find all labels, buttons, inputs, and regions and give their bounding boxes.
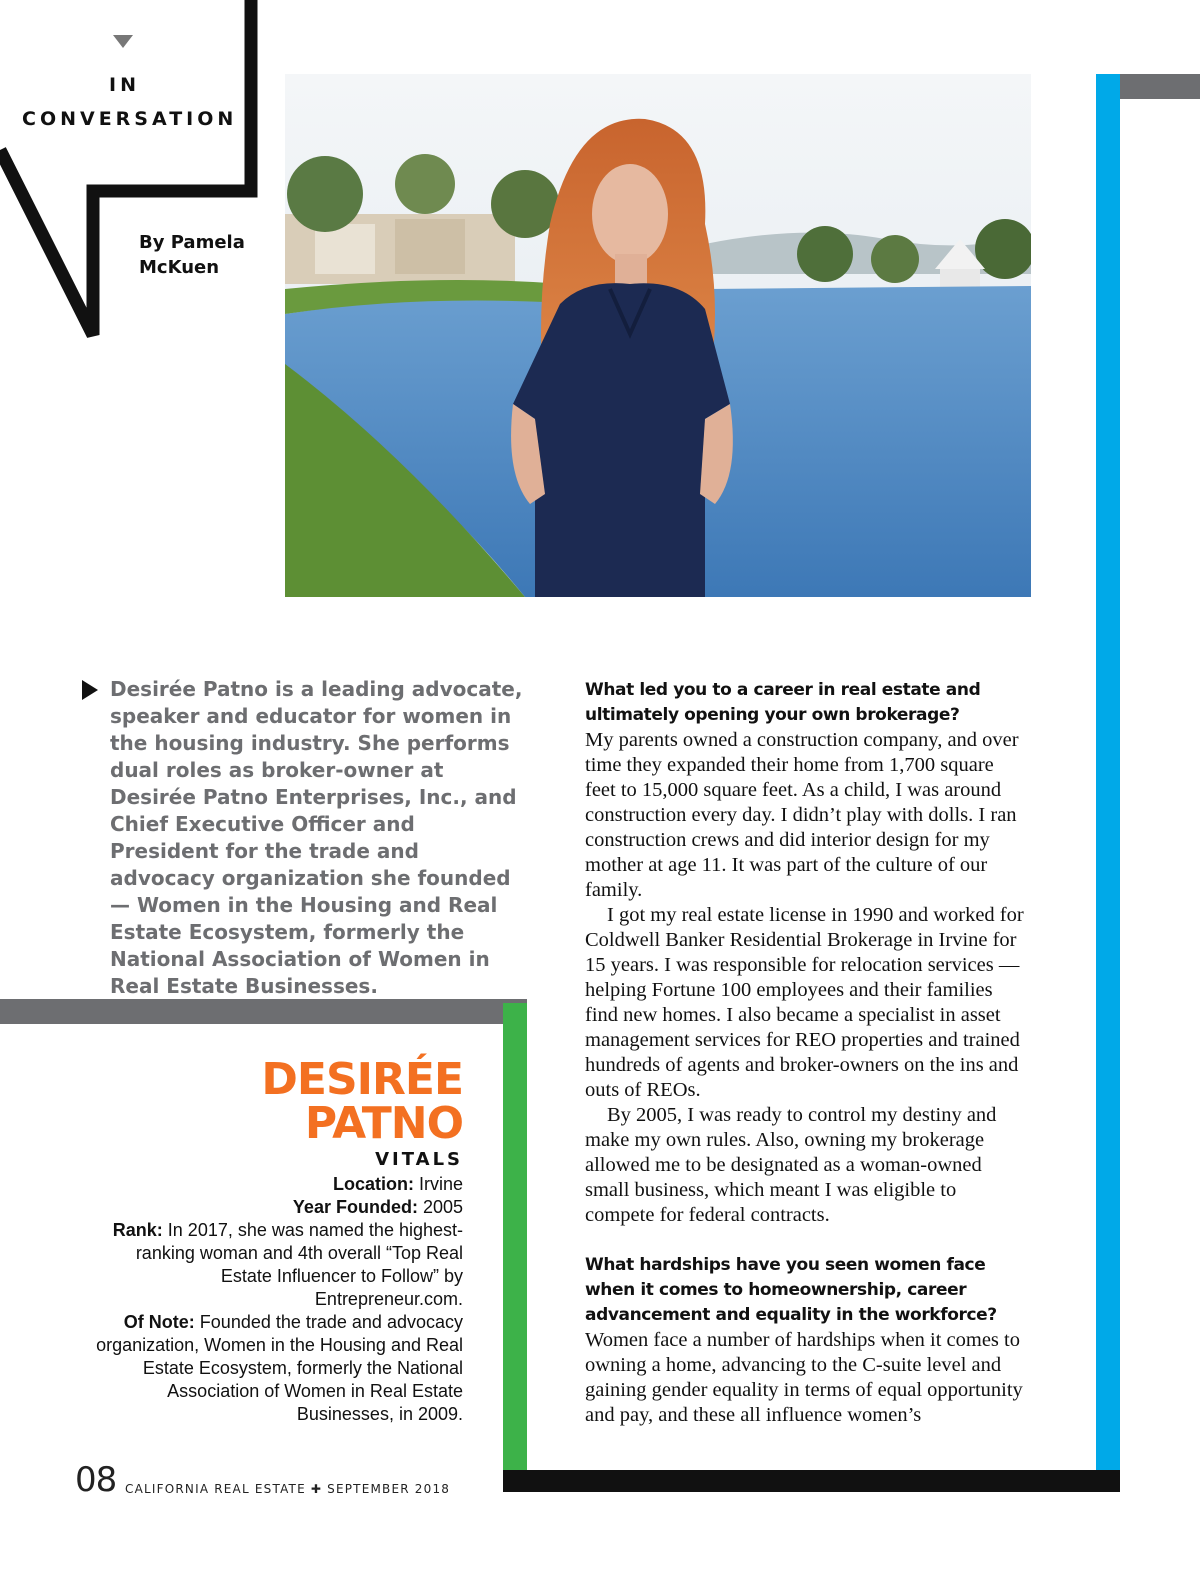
answer-1-paragraph-3: By 2005, I was ready to control my destiny and make my own rules. Also, owning my brokerage allowed me to be designated as a woman-owned small business, which meant I was eligible to compete for federal contracts.	[585, 1104, 997, 1226]
answer-2-paragraph-1: Women face a number of hardships when it comes to owning a home, advancing to the C-suite level and gaining gender equality in terms of equal opportunity and pay, and these all influence women’s	[585, 1329, 1023, 1426]
question-1: What led you to a career in real estate and ultimately opening your own brokerage?	[585, 680, 981, 725]
triangle-right-icon	[82, 680, 98, 700]
page-number: 08	[75, 1460, 117, 1500]
vitals-details	[83, 1173, 463, 1426]
decor-bar-blue	[1096, 74, 1120, 1484]
portrait-photo	[285, 74, 1031, 597]
question-2: What hardships have you seen women face when it comes to homeownership, career advancement and equality in the workforce?	[585, 1255, 997, 1325]
byline: By Pamela McKuen	[139, 232, 245, 278]
intro-paragraph: Desirée Patno is a leading advocate, speaker and educator for women in the housing industry. She performs dual roles as broker-owner at Desirée Patno Enterprises, Inc., and Chief Executive Officer and President for the trade and advocacy organization she founded — Women in the Housing and Real Estate Ecosystem, formerly the National Association of Women in Real Estate Businesses.	[110, 677, 523, 998]
article-body	[585, 678, 1025, 1428]
vitals-location: Location: Irvine	[332, 1174, 463, 1194]
answer-1-paragraph-2: I got my real estate license in 1990 and worked for Coldwell Banker Residential Brokerage in Irvine for 15 years. I was responsible for relocation services — helping Fortune 100 employees and their families find new homes. I also became a specialist in asset management services for REO properties and trained hundreds of agents and broker-owners on the ins and outs of REOs.	[585, 904, 1024, 1101]
vitals-bar-black	[503, 1470, 1120, 1492]
answer-1-paragraph-1: My parents owned a construction company, and over time they expanded their home from 1,700 square feet to 15,000 square feet. As a child, I was around construction every day. I didn’t play with dolls. I ran construction crews and did interior design for my mother at age 11. It was part of the culture of our family.	[585, 729, 1019, 901]
speech-bubble-frame	[0, 0, 270, 350]
decor-bar-gray-top	[1120, 74, 1200, 99]
section-tag: IN CONVERSATION	[22, 74, 238, 130]
publication-line: CALIFORNIA REAL ESTATE ✚ SEPTEMBER 2018	[125, 1482, 451, 1496]
vitals-year-founded: Year Founded: 2005	[292, 1197, 463, 1217]
vitals-rank: Rank: In 2017, she was named the highest-ranking woman and 4th overall “Top Real Estate Influencer to Follow” by Entrepreneur.com.	[112, 1220, 463, 1309]
triangle-down-icon	[113, 35, 133, 48]
vitals-title: VITALS	[375, 1149, 463, 1170]
vitals-of-note: Of Note: Founded the trade and advocacy organization, Women in the Housing and Real Estate Ecosystem, formerly the National Association of Women in Real Estate Businesses, in 2009.	[96, 1312, 463, 1424]
vitals-name: DESIRÉE PATNO	[261, 1054, 463, 1149]
vitals-bar-green	[503, 1003, 527, 1470]
vitals-bar-gray	[0, 999, 527, 1024]
